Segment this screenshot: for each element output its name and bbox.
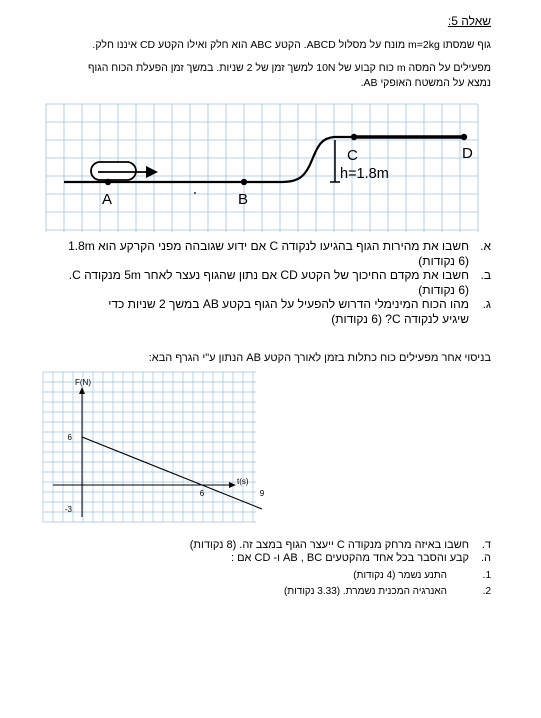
- question-marker: ג.: [482, 297, 491, 311]
- intro-line-2: נמצא על המשטח האופקי AB.: [360, 77, 491, 89]
- question-marker: א.: [480, 239, 491, 253]
- question-points: (6 נקודות): [418, 253, 469, 268]
- sub-item: [21, 585, 491, 598]
- sub-item: [21, 569, 491, 582]
- y-axis-label: F(N): [75, 378, 91, 387]
- question-item: [21, 552, 491, 565]
- x-tick-label: 6: [199, 489, 205, 498]
- question-item: [21, 539, 491, 552]
- question-title: שאלה 5:: [447, 14, 491, 28]
- y-axis-arrow: [79, 387, 85, 394]
- label-d: D: [462, 145, 473, 162]
- question-text: חשבו את מהירות הגוף בהגיעו לנקודה C אם ידוע שגובהה מפני הקרקע הוא 1.8m: [68, 239, 469, 253]
- x-axis-arrow: [229, 482, 236, 488]
- intro-line-1: מפעילים על המסה m כוח קבוע של 10N למשך זמן של 2 שניות. במשך זמן הפעלת הכוח הגוף: [88, 62, 491, 74]
- label-a: A: [102, 191, 113, 208]
- x-tick-label: 9: [259, 489, 265, 498]
- second-intro: בניסוי אחר מפעילים כוח כתלות בזמן לאורך הקטע AB הנתון ע"י הגרף הבא:: [148, 352, 491, 364]
- question-text: קבע והסבר בכל אחד מהקטעים AB , BC ו- CD אם :: [230, 552, 469, 564]
- sub-item-list: [21, 569, 491, 598]
- chart-grid: [43, 372, 256, 522]
- question-points: (6 נקודות): [418, 282, 469, 297]
- intro-paragraph: גוף שמסתו m=2kg מונח על מסלול ABCD. הקטע ABC הוא חלק ואילו הקטע CD איננו חלק.: [92, 39, 491, 51]
- question-text: חשבו את מקדם החיכוך של הקטע CD אם נתון שהגוף נעצר לאחר 5m מנקודה C.: [68, 268, 469, 282]
- force-line: [82, 437, 262, 509]
- question-text: מהו הכוח המינימלי הדרוש להפעיל על הגוף בקטע AB במשך 2 שניות כדי: [108, 297, 469, 311]
- question-text-cont: שיגיע לנקודה C? (6 נקודות): [331, 311, 469, 326]
- y-tick-label: -3: [64, 505, 72, 514]
- question-marker: ה.: [480, 552, 491, 564]
- label-b: B: [238, 191, 249, 208]
- sub-item-text: התנע נשמר (4 נקודות): [353, 570, 447, 581]
- x-axis-label: t(s): [237, 477, 249, 486]
- question-marker: ב.: [480, 268, 491, 282]
- label-c: C: [347, 147, 358, 164]
- height-label: h=1.8m: [340, 166, 389, 182]
- sub-item-marker: 2.: [482, 586, 491, 597]
- question-text: חשבו באיזה מרחק מנקודה C ייעצר הגוף במצב זה. (8 נקודות): [189, 539, 469, 551]
- y-tick-label: 6: [67, 433, 72, 442]
- question-marker: ד.: [481, 539, 491, 551]
- question-list-2: [21, 539, 491, 565]
- sub-item-marker: 1.: [482, 570, 491, 581]
- sub-item-text: האנרגיה המכנית נשמרת. (3.33 נקודות): [283, 586, 447, 597]
